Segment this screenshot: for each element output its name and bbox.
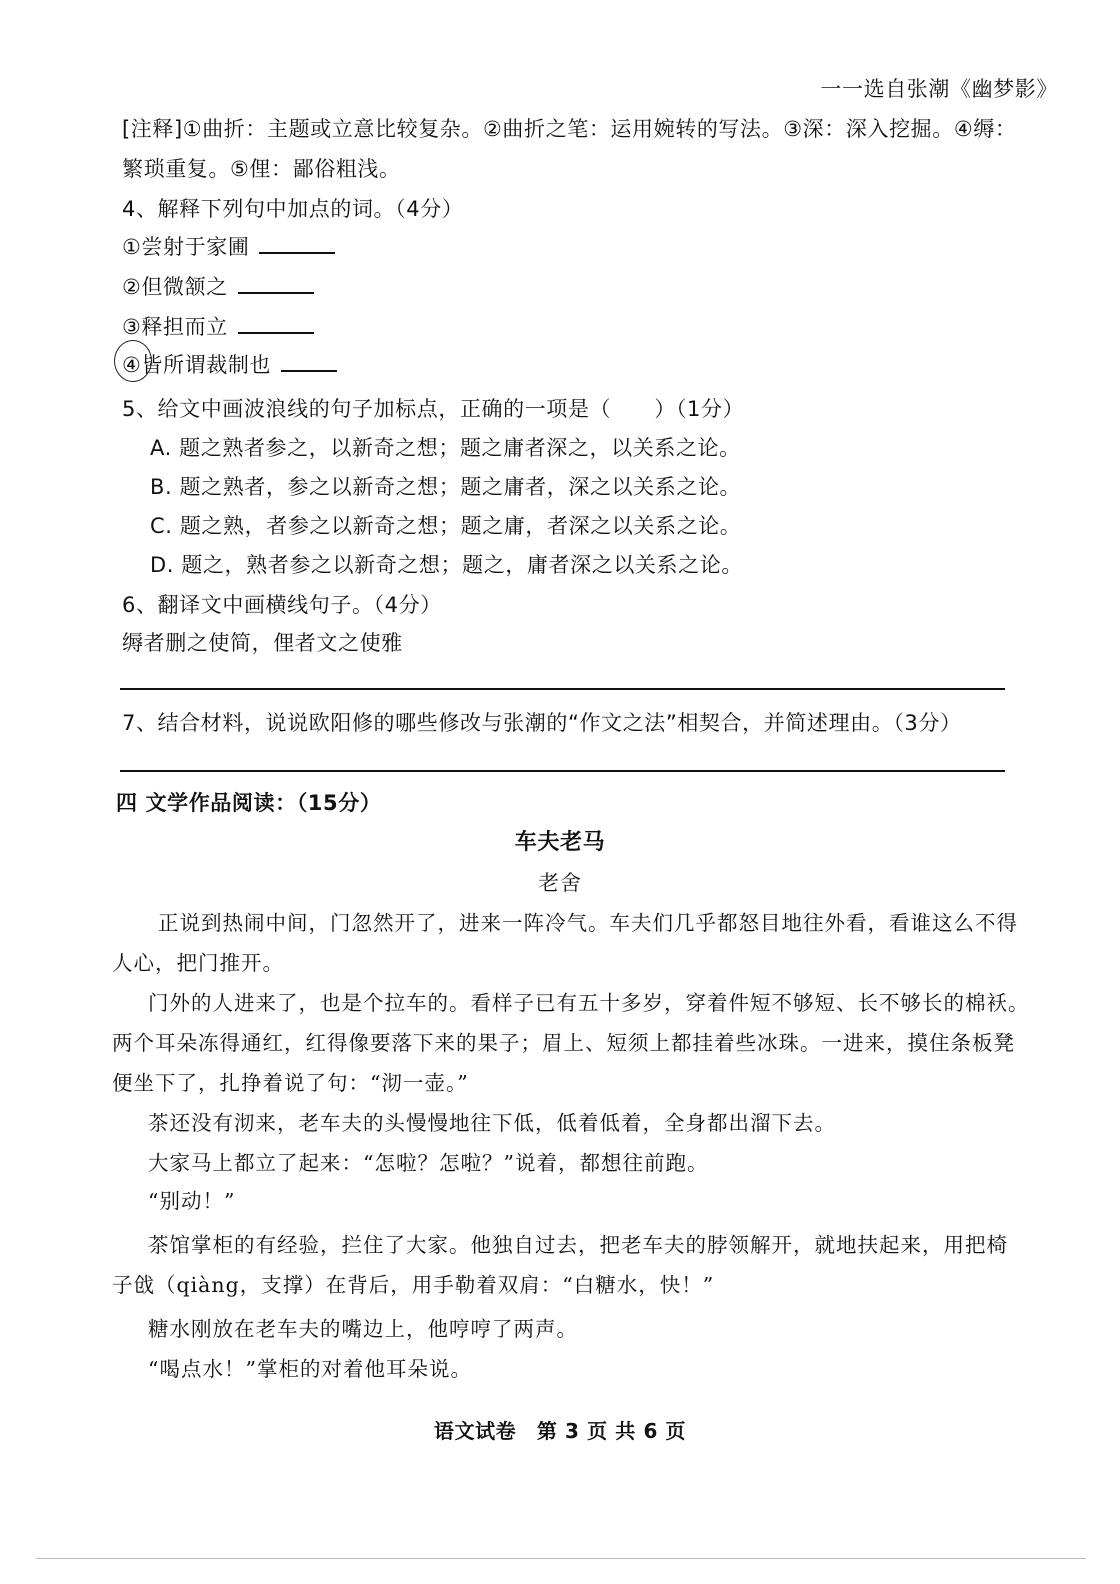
- item-text: ④皆所谓裁制也: [122, 353, 272, 377]
- answer-blank: [259, 232, 335, 254]
- passage-line: “别动！”: [148, 1189, 236, 1213]
- answer-blank: [238, 272, 314, 294]
- notes-line-1: [注释]①曲折：主题或立意比较复杂。②曲折之笔：运用婉转的写法。③深：深入挖掘。④缛：: [122, 117, 1017, 141]
- answer-line-q7: [120, 770, 1005, 772]
- question-5-option-b: B. 题之熟者，参之以新奇之想；题之庸者，深之以关系之论。: [150, 475, 742, 499]
- question-6-sentence: 缛者删之使简，俚者文之使雅: [122, 631, 403, 655]
- passage-line: 大家马上都立了起来：“怎啦？怎啦？”说着，都想往前跑。: [148, 1151, 709, 1175]
- question-4-item-3: [122, 312, 314, 342]
- answer-blank: [281, 350, 337, 372]
- passage-line: 子戗（qiàng，支撑）在背后，用手勒着双肩：“白糖水，快！”: [112, 1273, 715, 1297]
- scan-edge-line: [36, 1558, 1086, 1559]
- passage-line: 茶还没有沏来，老车夫的头慢慢地往下低，低着低着，全身都出溜下去。: [148, 1111, 836, 1135]
- passage-author: 老舍: [538, 871, 582, 895]
- item-text: ③释担而立: [122, 315, 228, 339]
- question-5-option-d: D. 题之，熟者参之以新奇之想；题之，庸者深之以关系之论。: [150, 553, 743, 577]
- passage-line: 糖水刚放在老车夫的嘴边上，他哼哼了两声。: [148, 1317, 578, 1341]
- passage-line: 茶馆掌柜的有经验，拦住了大家。他独自过去，把老车夫的脖领解开，就地扶起来，用把椅: [148, 1233, 1008, 1257]
- item-text: ②但微颔之: [122, 275, 228, 299]
- question-5-prompt: 5、给文中画波浪线的句子加标点，正确的一项是（ ）（1分）: [122, 397, 745, 421]
- question-4-item-2: [122, 272, 314, 302]
- answer-blank: [238, 312, 314, 334]
- passage-line: 门外的人进来了，也是个拉车的。看样子已有五十多岁，穿着件短不够短、长不够长的棉袄。: [148, 991, 1030, 1015]
- passage-title: 车夫老马: [514, 830, 606, 855]
- question-5-option-a: A. 题之熟者参之，以新奇之想；题之庸者深之，以关系之论。: [150, 436, 741, 460]
- passage-line: 两个耳朵冻得通红，红得像要落下来的果子；眉上、短须上都挂着些冰珠。一进来，摸住条板凳: [112, 1031, 1015, 1055]
- question-4-prompt: 4、解释下列句中加点的词。（4分）: [122, 197, 464, 221]
- passage-line: 人心，把门推开。: [112, 951, 284, 975]
- question-6-prompt: 6、翻译文中画横线句子。（4分）: [122, 593, 442, 617]
- page-footer: 语文试卷 第 3 页 共 6 页: [433, 1419, 687, 1443]
- notes-line-2: 繁琐重复。⑤俚：鄙俗粗浅。: [122, 157, 401, 181]
- answer-line-q6: [120, 688, 1005, 690]
- item-text: ①尝射于家圃: [122, 235, 250, 259]
- source-attribution: 一一选自张潮《幽梦影》: [820, 77, 1058, 101]
- question-7-prompt: 7、结合材料，说说欧阳修的哪些修改与张潮的“作文之法”相契合，并简述理由。（3分）: [122, 711, 962, 735]
- question-4-item-1: [122, 232, 335, 262]
- passage-line: 正说到热闹中间，门忽然开了，进来一阵冷气。车夫们几乎都怒目地往外看，看谁这么不得: [158, 911, 1018, 935]
- section-heading: 四 文学作品阅读：（15分）: [116, 791, 382, 815]
- question-5-option-c: C. 题之熟，者参之以新奇之想；题之庸，者深之以关系之论。: [150, 514, 742, 538]
- question-4-item-4: [122, 350, 337, 380]
- passage-line: “喝点水！”掌柜的对着他耳朵说。: [148, 1357, 472, 1381]
- passage-line: 便坐下了，扎挣着说了句：“沏一壶。”: [112, 1071, 469, 1095]
